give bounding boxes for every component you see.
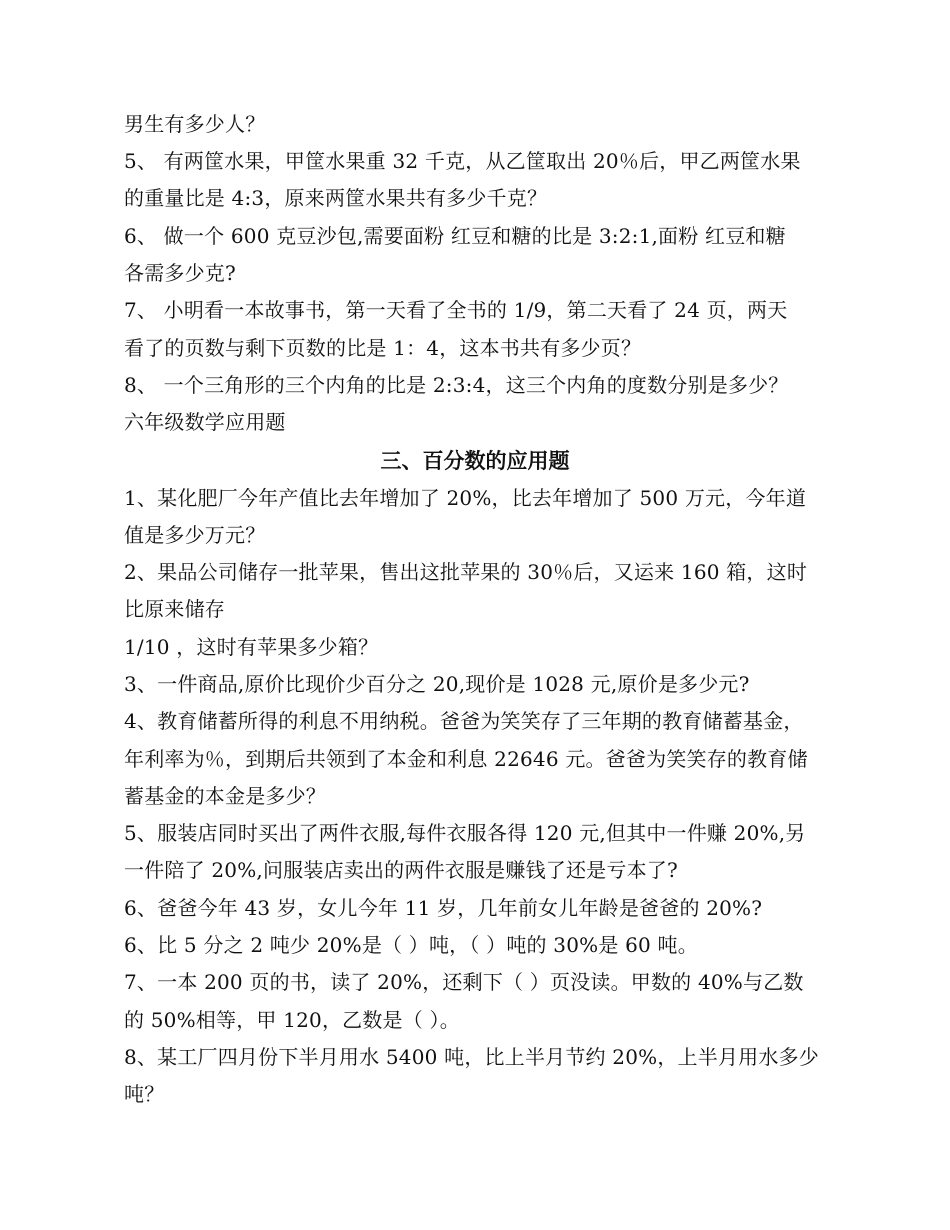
pct-problem-8-line-1: 8、某工厂四月份下半月用水 5400 吨，比上半月节约 20%，上半月用水多少 bbox=[124, 1045, 819, 1069]
pct-problem-8-line-2: 吨？ bbox=[124, 1082, 165, 1106]
document-subtitle: 六年级数学应用题 bbox=[124, 410, 286, 434]
problem-6-line-1: 6、 做一个 600 克豆沙包,需要面粉 红豆和糖的比是 3:2:1,面粉 红豆和糖 bbox=[124, 224, 786, 248]
pct-problem-4-line-1: 4、教育储蓄所得的利息不用纳税。爸爸为笑笑存了三年期的教育储蓄基金， bbox=[124, 709, 804, 733]
pct-problem-4-line-3: 蓄基金的本金是多少？ bbox=[124, 784, 326, 808]
section-heading: 三、百分数的应用题 bbox=[380, 448, 570, 473]
pct-problem-2-line-1: 2、果品公司储存一批苹果，售出这批苹果的 30％后，又运来 160 箱，这时 bbox=[124, 560, 808, 584]
problem-5-line-2: 的重量比是 4:3，原来两筐水果共有多少千克？ bbox=[124, 186, 548, 210]
pct-problem-4-line-2: 年利率为％，到期后共领到了本金和利息 22646 元。爸爸为笑笑存的教育储 bbox=[124, 747, 808, 771]
pct-problem-1-line-2: 值是多少万元？ bbox=[124, 523, 266, 547]
pct-problem-5-line-1: 5、服装店同时买出了两件衣服,每件衣服各得 120 元,但其中一件赚 20%,另 bbox=[124, 821, 806, 845]
pct-problem-3-line-1: 3、一件商品,原价比现价少百分之 20,现价是 1028 元,原价是多少元? bbox=[124, 672, 750, 696]
pct-problem-2-line-2: 比原来储存 bbox=[124, 597, 225, 621]
pct-problem-7-line-1: 7、一本 200 页的书，读了 20%，还剩下（ ）页没读。甲数的 40%与乙数 bbox=[124, 970, 804, 994]
problem-5-line-1: 5、 有两筐水果，甲筐水果重 32 千克，从乙筐取出 20％后，甲乙两筐水果 bbox=[124, 149, 801, 173]
problem-7-line-2: 看了的页数与剩下页数的比是 1：4，这本书共有多少页？ bbox=[124, 336, 642, 360]
problem-8-line-1: 8、 一个三角形的三个内角的比是 2:3:4，这三个内角的度数分别是多少？ bbox=[124, 373, 789, 397]
pct-problem-7-line-2: 的 50%相等，甲 120，乙数是（ ）。 bbox=[124, 1008, 460, 1032]
pct-problem-2-line-3: 1/10 ，这时有苹果多少箱？ bbox=[124, 635, 379, 659]
problem-6-line-2: 各需多少克? bbox=[124, 261, 236, 285]
problem-7-line-1: 7、 小明看一本故事书，第一天看了全书的 1/9，第二天看了 24 页，两天 bbox=[124, 298, 788, 322]
pct-problem-5-line-2: 一件陪了 20%,问服装店卖出的两件衣服是赚钱了还是亏本了? bbox=[124, 858, 678, 882]
text-line: 男生有多少人？ bbox=[124, 112, 266, 136]
pct-problem-6b-line-1: 6、比 5 分之 2 吨少 20%是（ ）吨，（ ）吨的 30%是 60 吨。 bbox=[124, 933, 698, 957]
pct-problem-1-line-1: 1、某化肥厂今年产值比去年增加了 20%，比去年增加了 500 万元，今年道 bbox=[124, 486, 807, 510]
pct-problem-6a-line-1: 6、爸爸今年 43 岁，女儿今年 11 岁，几年前女儿年龄是爸爸的 20%? bbox=[124, 896, 763, 920]
